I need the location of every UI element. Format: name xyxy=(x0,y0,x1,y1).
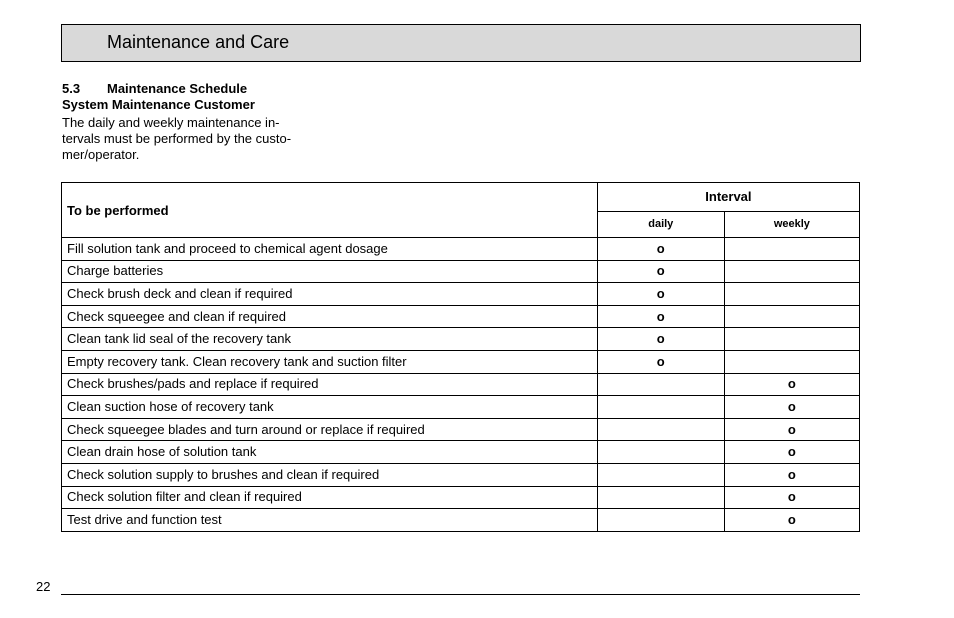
table-row xyxy=(62,396,860,419)
weekly-mark-cell xyxy=(724,328,859,351)
weekly-mark-cell: o xyxy=(724,509,859,532)
task-cell: Empty recovery tank. Clean recovery tank and suction filter xyxy=(62,350,598,373)
chapter-title: Maintenance and Care xyxy=(107,32,290,52)
task-cell: Check brushes/pads and replace if required xyxy=(62,373,598,396)
weekly-mark-cell xyxy=(724,283,859,306)
column-header-interval: Interval xyxy=(597,183,859,212)
intro-line: tervals must be performed by the custo- xyxy=(62,131,292,146)
intro-paragraph xyxy=(62,115,291,163)
column-header-daily: daily xyxy=(597,211,724,237)
maintenance-schedule-table xyxy=(61,182,860,532)
weekly-mark-cell xyxy=(724,238,859,261)
section-subtitle: System Maintenance Customer xyxy=(62,97,255,112)
task-cell: Clean drain hose of solution tank xyxy=(62,441,598,464)
weekly-mark-cell xyxy=(724,305,859,328)
weekly-mark-cell: o xyxy=(724,396,859,419)
weekly-mark-cell xyxy=(724,260,859,283)
intro-line: mer/operator. xyxy=(62,147,140,162)
table-row xyxy=(62,418,860,441)
daily-mark-cell: o xyxy=(597,260,724,283)
task-cell: Clean tank lid seal of the recovery tank xyxy=(62,328,598,351)
task-cell: Check brush deck and clean if required xyxy=(62,283,598,306)
task-cell: Check squeegee blades and turn around or replace if required xyxy=(62,418,598,441)
daily-mark-cell xyxy=(597,441,724,464)
daily-mark-cell: o xyxy=(597,328,724,351)
weekly-mark-cell: o xyxy=(724,441,859,464)
table-row xyxy=(62,441,860,464)
daily-mark-cell: o xyxy=(597,350,724,373)
section-title: Maintenance Schedule xyxy=(107,81,248,96)
column-header-weekly: weekly xyxy=(724,211,859,237)
table-row xyxy=(62,373,860,396)
section-heading xyxy=(62,81,247,97)
weekly-mark-cell: o xyxy=(724,373,859,396)
daily-mark-cell xyxy=(597,486,724,509)
daily-mark-cell xyxy=(597,509,724,532)
task-cell: Charge batteries xyxy=(62,260,598,283)
weekly-mark-cell: o xyxy=(724,486,859,509)
intro-line: The daily and weekly maintenance in- xyxy=(62,115,280,130)
table-row xyxy=(62,350,860,373)
task-cell: Fill solution tank and proceed to chemical agent dosage xyxy=(62,238,598,261)
daily-mark-cell: o xyxy=(597,238,724,261)
daily-mark-cell xyxy=(597,418,724,441)
task-cell: Check solution filter and clean if required xyxy=(62,486,598,509)
table-row xyxy=(62,328,860,351)
table-row xyxy=(62,463,860,486)
table-row xyxy=(62,283,860,306)
weekly-mark-cell: o xyxy=(724,418,859,441)
weekly-mark-cell: o xyxy=(724,463,859,486)
daily-mark-cell: o xyxy=(597,305,724,328)
task-cell: Check solution supply to brushes and clean if required xyxy=(62,463,598,486)
task-cell: Check squeegee and clean if required xyxy=(62,305,598,328)
daily-mark-cell xyxy=(597,396,724,419)
table-row xyxy=(62,238,860,261)
table-body xyxy=(62,238,860,532)
task-cell: Clean suction hose of recovery tank xyxy=(62,396,598,419)
table-row xyxy=(62,486,860,509)
daily-mark-cell xyxy=(597,463,724,486)
daily-mark-cell: o xyxy=(597,283,724,306)
daily-mark-cell xyxy=(597,373,724,396)
weekly-mark-cell xyxy=(724,350,859,373)
column-header-task: To be performed xyxy=(62,183,598,238)
chapter-header-bar xyxy=(61,24,861,62)
table-row xyxy=(62,305,860,328)
table-row xyxy=(62,260,860,283)
section-number: 5.3 xyxy=(62,81,81,96)
task-cell: Test drive and function test xyxy=(62,509,598,532)
footer-divider xyxy=(61,594,860,595)
page-number: 22 xyxy=(36,579,51,594)
table-row xyxy=(62,509,860,532)
